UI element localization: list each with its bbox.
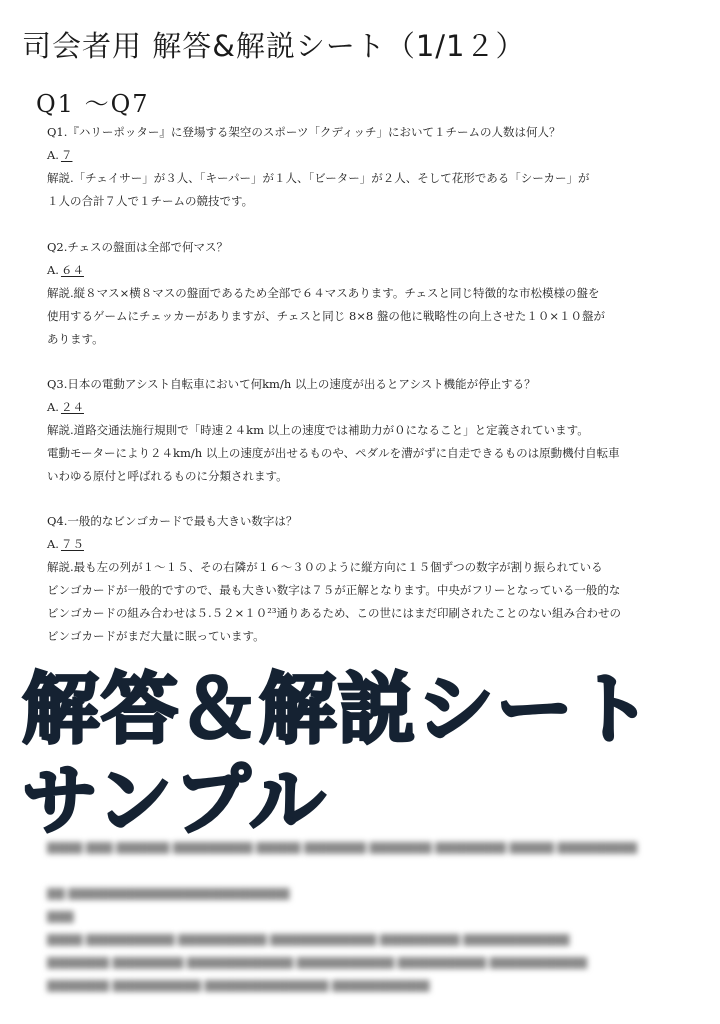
question-text: Q2.チェスの盤面は全部で何マス？ bbox=[47, 240, 229, 254]
blurred-line: ▇▇▇▇▇▇▇ ▇▇▇▇▇▇▇▇ ▇▇▇▇▇▇▇▇▇▇▇▇ ▇▇▇▇▇▇▇▇▇▇▇ ▇▇▇▇▇▇▇▇▇▇ ▇▇▇▇▇▇▇▇▇▇▇ bbox=[47, 955, 588, 969]
answer-value: ６４ bbox=[60, 263, 84, 277]
explanation bbox=[47, 556, 687, 648]
explanation-line: 電動モーターにより２４km/h 以上の速度が出せるものや、ペダルを漕がずに自走できるものは原動機付自転車 bbox=[47, 446, 620, 460]
answer-prefix: A. bbox=[47, 263, 59, 277]
answer-prefix: A. bbox=[47, 400, 59, 414]
question-text: Q1.『ハリーポッター』に登場する架空のスポーツ「クディッチ」において１チームの人数は何人？ bbox=[47, 125, 561, 139]
question-text: Q3.日本の電動アシスト自転車において何km/h 以上の速度が出るとアシスト機能が停止する？ bbox=[47, 377, 536, 391]
explanation-line: 解説.「チェイサー」が３人、「キーパー」が１人、「ビーター」が２人、そして花形である「シーカー」が bbox=[47, 171, 590, 185]
explanation bbox=[47, 167, 687, 213]
answer-value: ７５ bbox=[60, 537, 84, 551]
question-block-1 bbox=[47, 121, 687, 213]
answer-line bbox=[47, 259, 687, 282]
answer-prefix: A. bbox=[47, 148, 59, 162]
explanation-line: 解説.縦８マス×横８マスの盤面であるため全部で６４マスあります。チェスと同じ特徴的な市松模様の盤を bbox=[47, 286, 600, 300]
question-block-2 bbox=[47, 236, 687, 351]
answer-line bbox=[47, 533, 687, 556]
question-range: Q1 ～Q7 bbox=[36, 90, 150, 118]
answer-prefix: A. bbox=[47, 537, 59, 551]
explanation-line: いわゆる原付と呼ばれるものに分類されます。 bbox=[47, 469, 288, 483]
explanation-line: １人の合計７人で１チームの競技です。 bbox=[47, 194, 254, 208]
blurred-line: ▇▇▇▇ ▇▇▇▇▇▇▇▇▇▇ ▇▇▇▇▇▇▇▇▇▇ ▇▇▇▇▇▇▇▇▇▇▇▇ ▇▇▇▇▇▇▇▇▇ ▇▇▇▇▇▇▇▇▇▇▇▇ bbox=[47, 932, 570, 946]
explanation bbox=[47, 282, 687, 351]
explanation bbox=[47, 419, 687, 488]
explanation-line: ビンゴカードがまだ大量に眠っています。 bbox=[47, 629, 265, 643]
blurred-content bbox=[47, 882, 667, 997]
blurred-line: ▇▇▇ bbox=[47, 909, 74, 923]
question-block-3 bbox=[47, 373, 687, 488]
explanation-line: ビンゴカードの組み合わせは５.５２×１０²³通りあるため、この世にはまだ印刷されたことのない組み合わせの bbox=[47, 606, 622, 620]
page-title: 司会者用 解答&解説シート（1/1２） bbox=[22, 29, 526, 63]
explanation-line: あります。 bbox=[47, 332, 104, 346]
sample-overlay-title: 解答＆解説シート bbox=[22, 666, 654, 755]
explanation-line: 使用するゲームにチェッカーがありますが、チェスと同じ 8×8 盤の他に戦略性の向上させた１０×１０盤が bbox=[47, 309, 606, 323]
blurred-line: ▇▇▇▇ ▇▇▇ ▇▇▇▇▇▇ ▇▇▇▇▇▇▇▇▇ ▇▇▇▇▇ ▇▇▇▇▇▇▇ ▇▇▇▇▇▇▇ ▇▇▇▇▇▇▇▇ ▇▇▇▇▇ ▇▇▇▇▇▇▇▇▇ bbox=[47, 840, 638, 854]
question-text: Q4.一般的なビンゴカードで最も大きい数字は？ bbox=[47, 514, 298, 528]
blurred-line: ▇▇ ▇▇▇▇▇▇▇▇▇▇▇▇▇▇▇▇▇▇▇▇▇▇▇▇▇ bbox=[47, 886, 290, 900]
question-block-4 bbox=[47, 510, 687, 648]
blurred-line: ▇▇▇▇▇▇▇ ▇▇▇▇▇▇▇▇▇▇ ▇▇▇▇▇▇▇▇▇▇▇▇▇▇ ▇▇▇▇▇▇▇▇▇▇▇ bbox=[47, 978, 430, 992]
answer-line bbox=[47, 396, 687, 419]
sample-overlay-label: サンプル bbox=[22, 756, 328, 845]
answer-line bbox=[47, 144, 687, 167]
explanation-line: 解説.道路交通法施行規則で「時速２４km 以上の速度では補助力が０になること」と定義されています。 bbox=[47, 423, 589, 437]
explanation-line: 解説.最も左の列が１～１５、その右隣が１６～３０のように縦方向に１５個ずつの数字が割り振られている bbox=[47, 560, 603, 574]
explanation-line: ビンゴカードが一般的ですので、最も大きい数字は７５が正解となります。中央がフリーとなっている一般的な bbox=[47, 583, 621, 597]
answer-value: ７ bbox=[60, 148, 73, 162]
answer-value: ２４ bbox=[60, 400, 84, 414]
